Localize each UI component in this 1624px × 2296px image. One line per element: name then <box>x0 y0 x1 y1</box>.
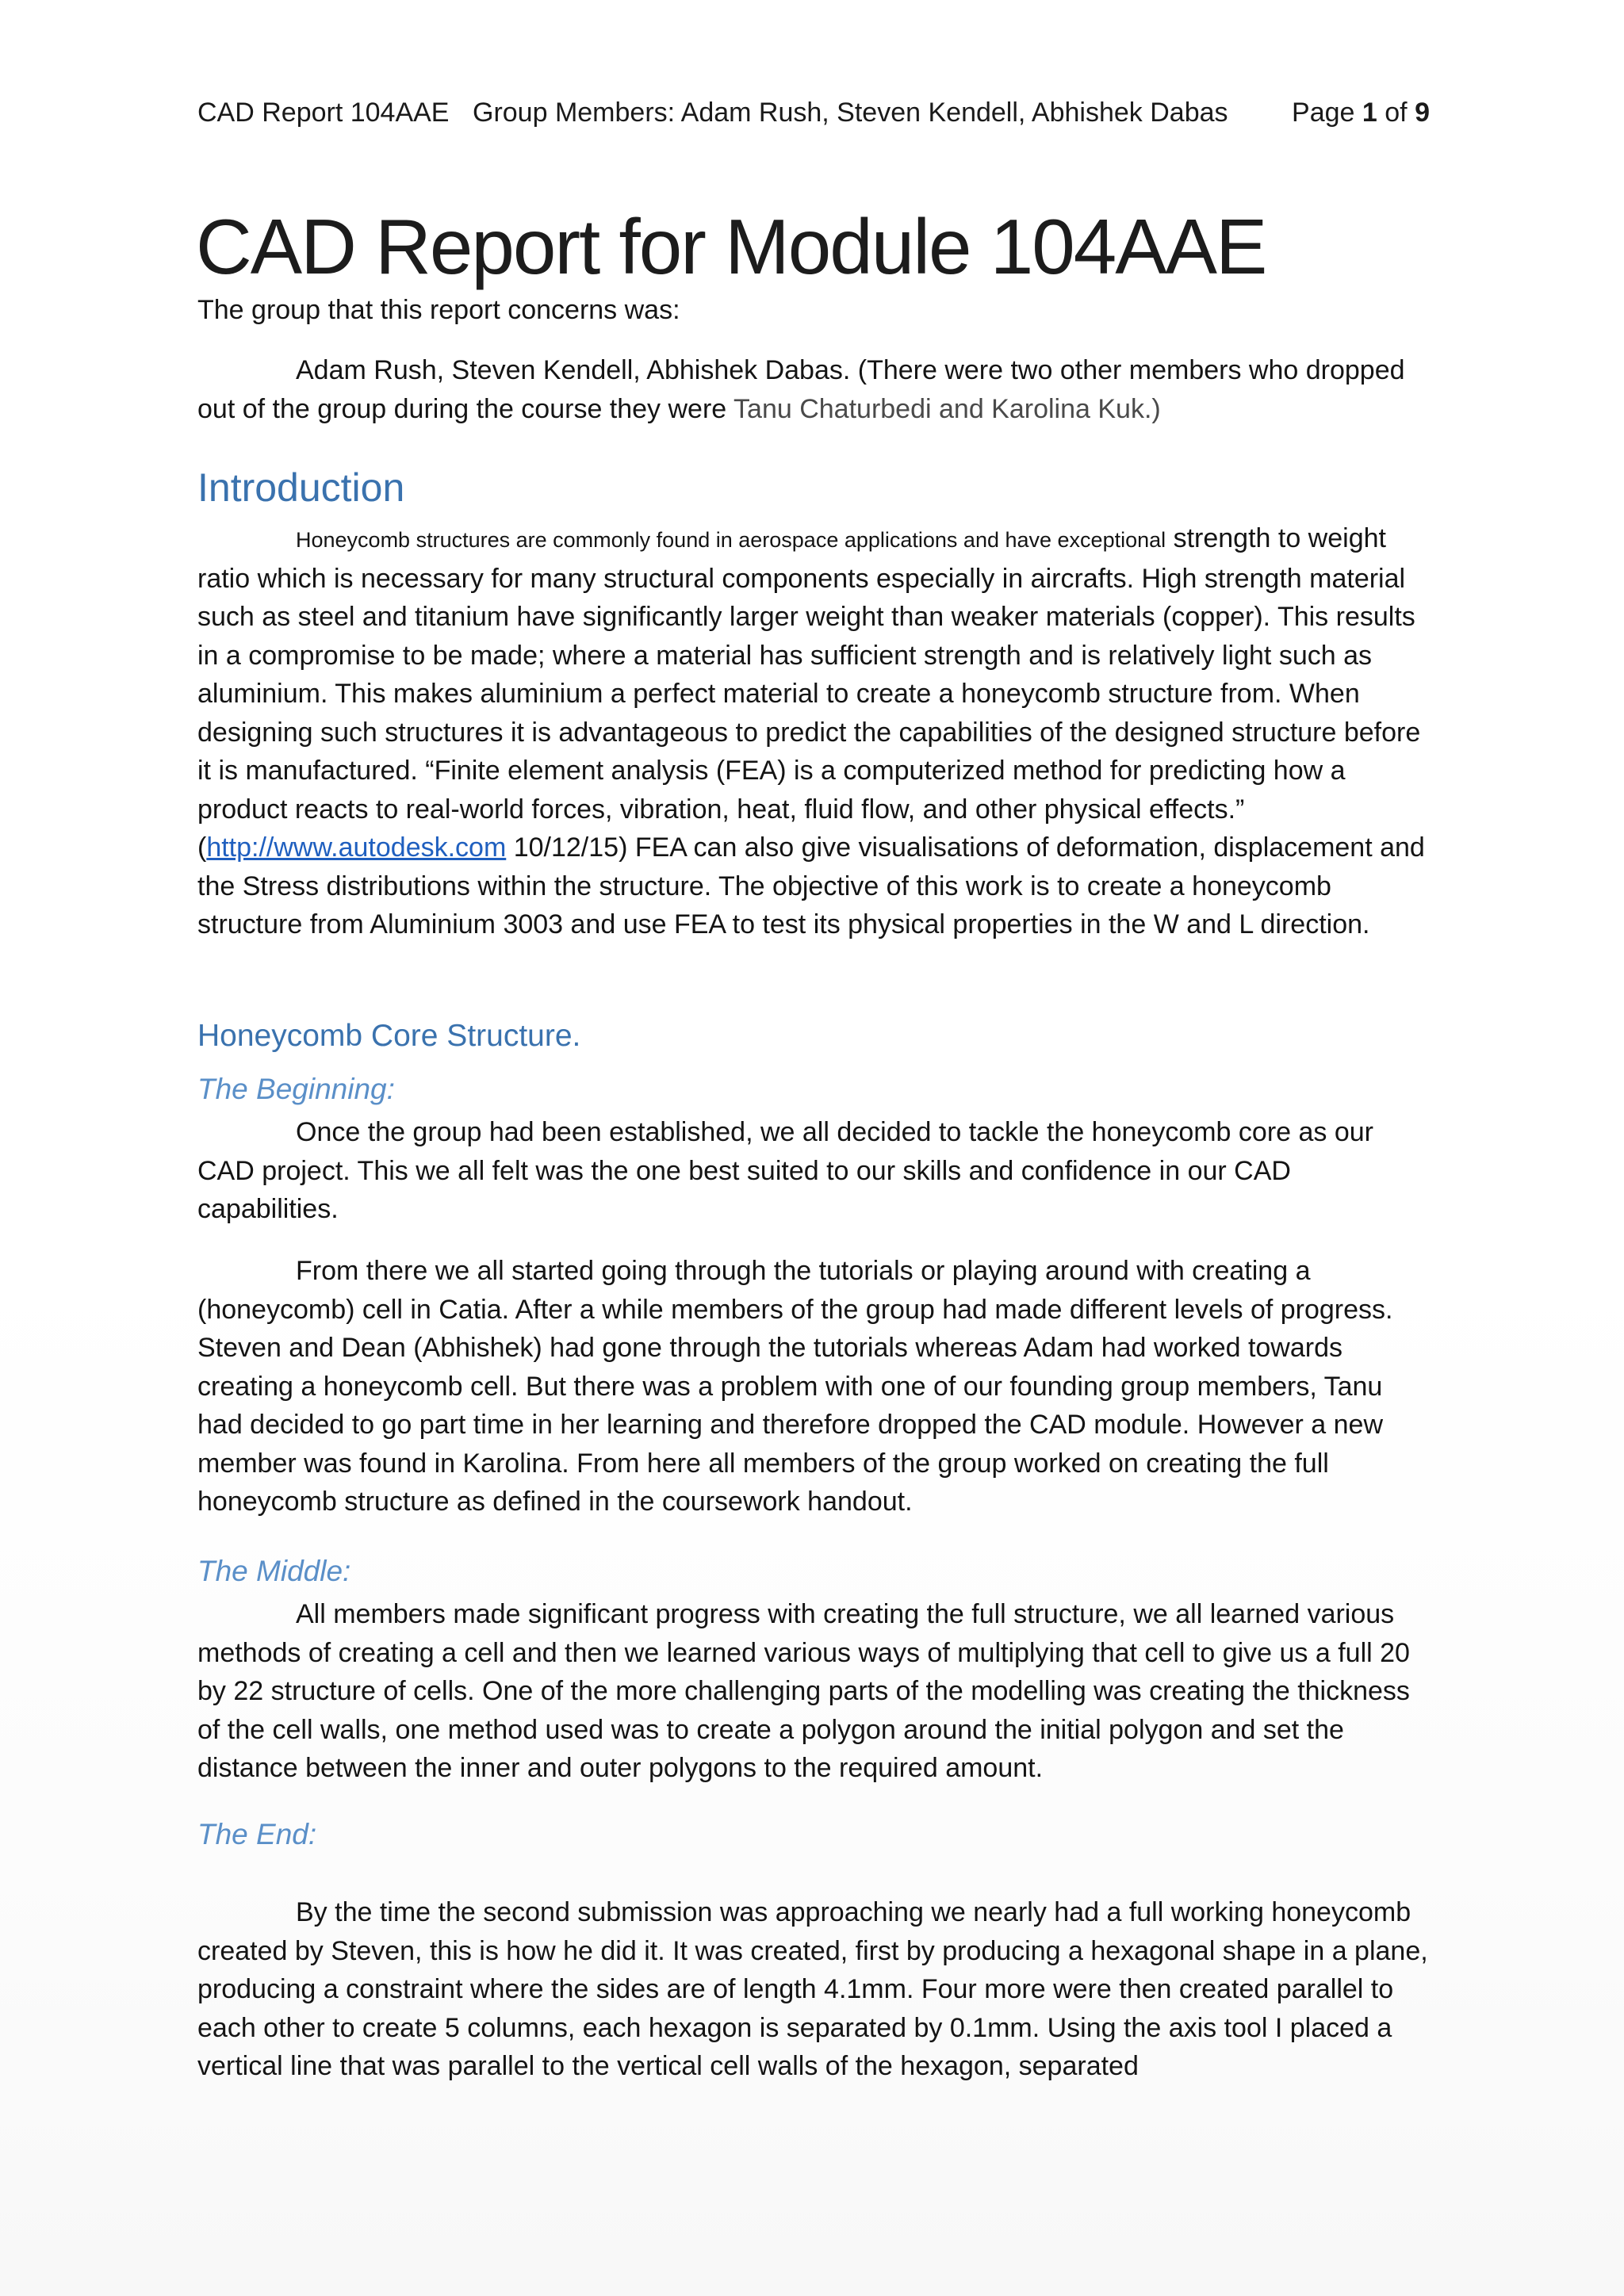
honeycomb-core-heading: Honeycomb Core Structure. <box>197 1019 581 1053</box>
middle-heading: The Middle: <box>197 1555 351 1587</box>
members-paragraph: Adam Rush, Steven Kendell, Abhishek Dabas. (There were two other members who dropped out of the group during the course they were Tanu Chaturbedi and Karolina Kuk.) <box>197 355 1405 424</box>
beginning-heading: The Beginning: <box>197 1073 395 1105</box>
beginning-paragraph-2: From there we all started going through the tutorials or playing around with creating a (honeycomb) cell in Catia. After a while members of the group had made different levels of progress. Steven and Dean (Abhishek) had gone through the tutorials whereas Adam had worked towards creating a honeycomb cell. But there was a problem with one of our founding group members, Tanu had decided to go part time in her learning and therefore dropped the CAD module. However a new member was found in Karolina. From here all members of the group worked on creating the full honeycomb structure as defined in the coursework handout. <box>197 1256 1393 1517</box>
middle-paragraph: All members made significant progress with creating the full structure, we all learned various methods of creating a cell and then we learned various ways of multiplying that cell to give us a full 20 by 22 structure of cells. One of the more challenging parts of the modelling was creating the thickness of the cell walls, one method used was to create a polygon around the initial polygon and set the distance between the inner and outer polygons to the required amount. <box>197 1599 1410 1783</box>
document-title: CAD Report for Module 104AAE <box>196 203 1266 290</box>
end-paragraph: By the time the second submission was approaching we nearly had a full working honeycomb created by Steven, this is how he did it. It was created, first by producing a hexagonal shape in a plane, producing a constraint where the sides are of length 4.1mm. Four more were then created parallel to each other to create 5 columns, each hexagon is separated by 0.1mm. Using the axis tool I placed a vertical line that was parallel to the vertical cell walls of the hexagon, separated <box>197 1897 1428 2081</box>
dropped-members-text: Tanu Chaturbedi and Karolina Kuk.) <box>733 393 1161 424</box>
group-intro-text: The group that this report concerns was: <box>197 295 680 325</box>
header-page-number: Page 1 of 9 <box>1292 98 1430 128</box>
autodesk-link[interactable]: http://www.autodesk.com <box>206 832 507 863</box>
introduction-heading: Introduction <box>197 465 405 510</box>
header-group-members: Group Members: Adam Rush, Steven Kendell, Abhishek Dabas <box>473 98 1228 128</box>
introduction-paragraph: Honeycomb structures are commonly found in aerospace applications and have exceptional strength to weight ratio which is necessary for many structural components especially in aircrafts. High strength material such as steel and titanium have significantly larger weight than weaker materials (copper). This results in a compromise to be made; where a material has sufficient strength and is relatively light such as aluminium. This makes aluminium a perfect material to create a honeycomb structure from. When designing such structures it is advantageous to predict the capabilities of the designed structure before it is manufactured. “Finite element analysis (FEA) is a computerized method for predicting how a product reacts to real-world forces, vibration, heat, fluid flow, and other physical effects.” (http://www.autodesk.com 10/12/15) FEA can also give visualisations of deformation, displacement and the Stress distributions within the structure. The objective of this work is to create a honeycomb structure from Aluminium 3003 and use FEA to test its physical properties in the W and L direction. <box>197 523 1425 939</box>
header-report-code: CAD Report 104AAE <box>197 98 450 128</box>
end-heading: The End: <box>197 1818 317 1850</box>
beginning-paragraph-1: Once the group had been established, we all decided to tackle the honeycomb core as our CAD project. This we all felt was the one best suited to our skills and confidence in our CAD capabilities. <box>197 1117 1373 1224</box>
